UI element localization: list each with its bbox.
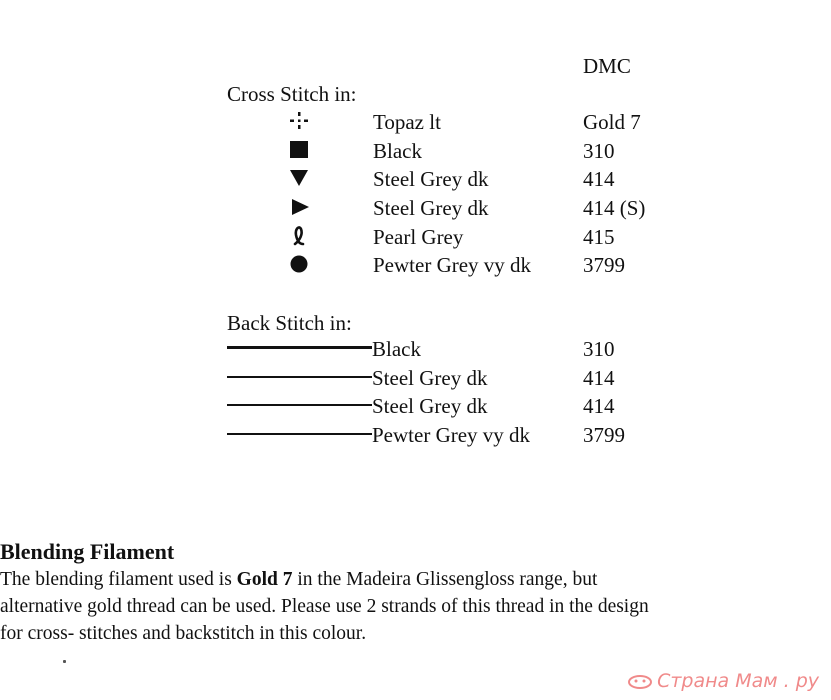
line1-text-end: in the Madeira Glissengloss range, but [292, 569, 598, 590]
scan-speck [63, 660, 66, 663]
script-l-icon [284, 224, 314, 248]
cross-stitch-code: Gold 7 [583, 110, 641, 134]
cross-stitch-name: Topaz lt [373, 110, 441, 134]
back-stitch-code: 310 [583, 337, 615, 361]
back-stitch-name: Black [372, 337, 421, 361]
watermark [627, 670, 819, 692]
blending-paragraph-line-3: for cross- stitches and backstitch in this colour. [0, 623, 367, 644]
cross-stitch-title: Cross Stitch in: [227, 82, 357, 106]
sparkle-icon [284, 109, 314, 133]
watermark-text: Страна Мам . ру [657, 670, 819, 692]
down-triangle-icon [284, 166, 314, 190]
right-triangle-icon [285, 195, 315, 219]
cross-stitch-name: Steel Grey dk [373, 167, 489, 191]
cross-stitch-code: 310 [583, 139, 615, 163]
blending-paragraph-line-2: alternative gold thread can be used. Please use 2 strands of this thread in the design [0, 596, 649, 617]
back-stitch-code: 414 [583, 366, 615, 390]
cross-stitch-code: 414 [583, 167, 615, 191]
cross-stitch-name: Steel Grey dk [373, 196, 489, 220]
filled-square-icon [284, 138, 314, 162]
back-stitch-name: Steel Grey dk [372, 394, 488, 418]
back-stitch-name: Steel Grey dk [372, 366, 488, 390]
filled-circle-icon [284, 252, 314, 276]
cross-stitch-code: 3799 [583, 253, 625, 277]
gold-7-emphasis: Gold 7 [236, 569, 293, 590]
cross-stitch-name: Black [373, 139, 422, 163]
back-stitch-code: 3799 [583, 423, 625, 447]
back-stitch-thin-line [227, 433, 372, 435]
cross-stitch-name: Pearl Grey [373, 225, 464, 249]
cross-stitch-code: 414 (S) [583, 196, 646, 220]
back-stitch-code: 414 [583, 394, 615, 418]
blending-paragraph-line-1 [0, 567, 597, 593]
line1-text: The blending filament used is [0, 569, 237, 590]
back-stitch-title: Back Stitch in: [227, 311, 352, 335]
blending-filament-heading: Blending Filament [0, 539, 175, 564]
back-stitch-thick-line [227, 346, 372, 349]
back-stitch-thin-line [227, 404, 372, 406]
cross-stitch-code: 415 [583, 225, 615, 249]
back-stitch-name: Pewter Grey vy dk [372, 423, 531, 447]
watermark-logo-icon [627, 673, 653, 689]
back-stitch-thin-line [227, 376, 372, 378]
cross-stitch-name: Pewter Grey vy dk [373, 253, 532, 277]
dmc-column-header: DMC [583, 54, 631, 78]
